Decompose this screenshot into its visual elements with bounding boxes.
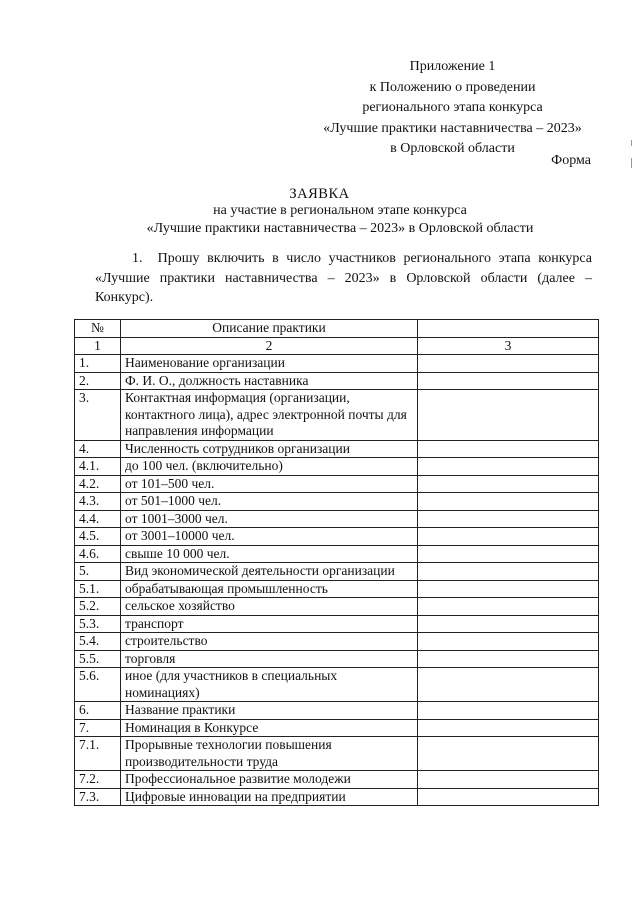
- row-value-cell[interactable]: [418, 598, 599, 616]
- row-value-cell[interactable]: [418, 528, 599, 546]
- row-description: торговля: [121, 650, 418, 668]
- row-number: 7.2.: [75, 771, 121, 789]
- row-number: 5.6.: [75, 668, 121, 702]
- appendix-line: в Орловской области: [390, 141, 515, 156]
- application-title: ЗАЯВКА: [289, 186, 350, 202]
- row-value-cell[interactable]: [418, 668, 599, 702]
- table-row: [75, 615, 599, 633]
- row-number: 4.3.: [75, 493, 121, 511]
- row-description: строительство: [121, 633, 418, 651]
- row-value-cell[interactable]: [418, 372, 599, 390]
- table-row: [75, 355, 599, 373]
- column-number: 3: [418, 337, 599, 355]
- row-number: 4.4.: [75, 510, 121, 528]
- row-description: Профессиональное развитие молодежи: [121, 771, 418, 789]
- row-number: 5.5.: [75, 650, 121, 668]
- row-description: от 1001–3000 чел.: [121, 510, 418, 528]
- header-val[interactable]: [418, 320, 599, 338]
- column-number: 2: [121, 337, 418, 355]
- row-description: Ф. И. О., должность наставника: [121, 372, 418, 390]
- row-number: 4.5.: [75, 528, 121, 546]
- row-number: 7.3.: [75, 788, 121, 806]
- row-description: транспорт: [121, 615, 418, 633]
- row-description: иное (для участников в специальных номинациях): [121, 668, 418, 702]
- row-value-cell[interactable]: [418, 458, 599, 476]
- column-numbers-row: [75, 337, 599, 355]
- table-row: [75, 771, 599, 789]
- row-value-cell[interactable]: [418, 737, 599, 771]
- row-number: 2.: [75, 372, 121, 390]
- row-value-cell[interactable]: [418, 475, 599, 493]
- table-row: [75, 475, 599, 493]
- table-row: [75, 580, 599, 598]
- row-description: Наименование организации: [121, 355, 418, 373]
- table-row: [75, 650, 599, 668]
- row-description: обрабатывающая промышленность: [121, 580, 418, 598]
- header-desc: Описание практики: [121, 320, 418, 338]
- row-number: 5.1.: [75, 580, 121, 598]
- table-row: [75, 390, 599, 441]
- column-number: 1: [75, 337, 121, 355]
- row-description: от 3001–10000 чел.: [121, 528, 418, 546]
- row-number: 5.4.: [75, 633, 121, 651]
- row-description: Контактная информация (организации, контактного лица), адрес электронной почты для направления информации: [121, 390, 418, 441]
- table-row: [75, 372, 599, 390]
- appendix-header: [300, 57, 605, 160]
- row-number: 5.2.: [75, 598, 121, 616]
- row-number: 4.: [75, 440, 121, 458]
- row-value-cell[interactable]: [418, 633, 599, 651]
- appendix-line: «Лучшие практики наставничества – 2023»: [323, 120, 582, 136]
- row-value-cell[interactable]: [418, 493, 599, 511]
- row-value-cell[interactable]: [418, 719, 599, 737]
- row-value-cell[interactable]: [418, 615, 599, 633]
- appendix-line: Приложение 1: [409, 59, 496, 74]
- row-value-cell[interactable]: [418, 440, 599, 458]
- appendix-line: к Положению о проведении: [369, 79, 536, 95]
- row-description: Цифровые инновации на предприятии: [121, 788, 418, 806]
- subtitle-line: «Лучшие практики наставничества – 2023» в Орловской области: [146, 221, 534, 236]
- row-description: Прорывные технологии повышения производительности труда: [121, 737, 418, 771]
- row-number: 5.3.: [75, 615, 121, 633]
- table-row: [75, 545, 599, 563]
- table-row: [75, 563, 599, 581]
- header-num: №: [75, 320, 121, 338]
- row-value-cell[interactable]: [418, 702, 599, 720]
- row-description: Название практики: [121, 702, 418, 720]
- table-row: [75, 440, 599, 458]
- row-value-cell[interactable]: [418, 510, 599, 528]
- row-description: Вид экономической деятельности организации: [121, 563, 418, 581]
- row-value-cell[interactable]: [418, 771, 599, 789]
- row-description: свыше 10 000 чел.: [121, 545, 418, 563]
- row-description: до 100 чел. (включительно): [121, 458, 418, 476]
- row-value-cell[interactable]: [418, 788, 599, 806]
- row-value-cell[interactable]: [418, 390, 599, 441]
- table-row: [75, 528, 599, 546]
- subtitle-line: на участие в региональном этапе конкурса: [213, 203, 467, 218]
- table-row: [75, 737, 599, 771]
- application-subtitle: [60, 202, 620, 238]
- table-row: [75, 702, 599, 720]
- row-value-cell[interactable]: [418, 545, 599, 563]
- row-description: Численность сотрудников организации: [121, 440, 418, 458]
- row-number: 6.: [75, 702, 121, 720]
- row-number: 3.: [75, 390, 121, 441]
- table-header-row: [75, 320, 599, 338]
- row-number: 4.6.: [75, 545, 121, 563]
- row-number: 4.2.: [75, 475, 121, 493]
- table-row: [75, 668, 599, 702]
- row-number: 7.1.: [75, 737, 121, 771]
- table-row: [75, 510, 599, 528]
- row-value-cell[interactable]: [418, 650, 599, 668]
- form-label: Форма: [551, 153, 591, 168]
- appendix-line: регионального этапа конкурса: [362, 100, 543, 115]
- row-number: 1.: [75, 355, 121, 373]
- table-row: [75, 788, 599, 806]
- table-row: [75, 458, 599, 476]
- row-description: Номинация в Конкурсе: [121, 719, 418, 737]
- row-number: 5.: [75, 563, 121, 581]
- row-value-cell[interactable]: [418, 355, 599, 373]
- application-form-table: [74, 319, 599, 806]
- table-row: [75, 633, 599, 651]
- row-description: сельское хозяйство: [121, 598, 418, 616]
- row-number: 4.1.: [75, 458, 121, 476]
- request-paragraph: 1. Прошу включить в число участников регионального этапа конкурса «Лучшие практики наставничества – 2023» в Орловской области (далее – Конкурс).: [95, 251, 592, 305]
- scan-edge-mark: [631, 140, 632, 146]
- row-number: 7.: [75, 719, 121, 737]
- table-row: [75, 493, 599, 511]
- scan-edge-mark: [631, 158, 632, 168]
- row-description: от 501–1000 чел.: [121, 493, 418, 511]
- table-row: [75, 598, 599, 616]
- row-value-cell[interactable]: [418, 563, 599, 581]
- row-value-cell[interactable]: [418, 580, 599, 598]
- row-description: от 101–500 чел.: [121, 475, 418, 493]
- table-row: [75, 719, 599, 737]
